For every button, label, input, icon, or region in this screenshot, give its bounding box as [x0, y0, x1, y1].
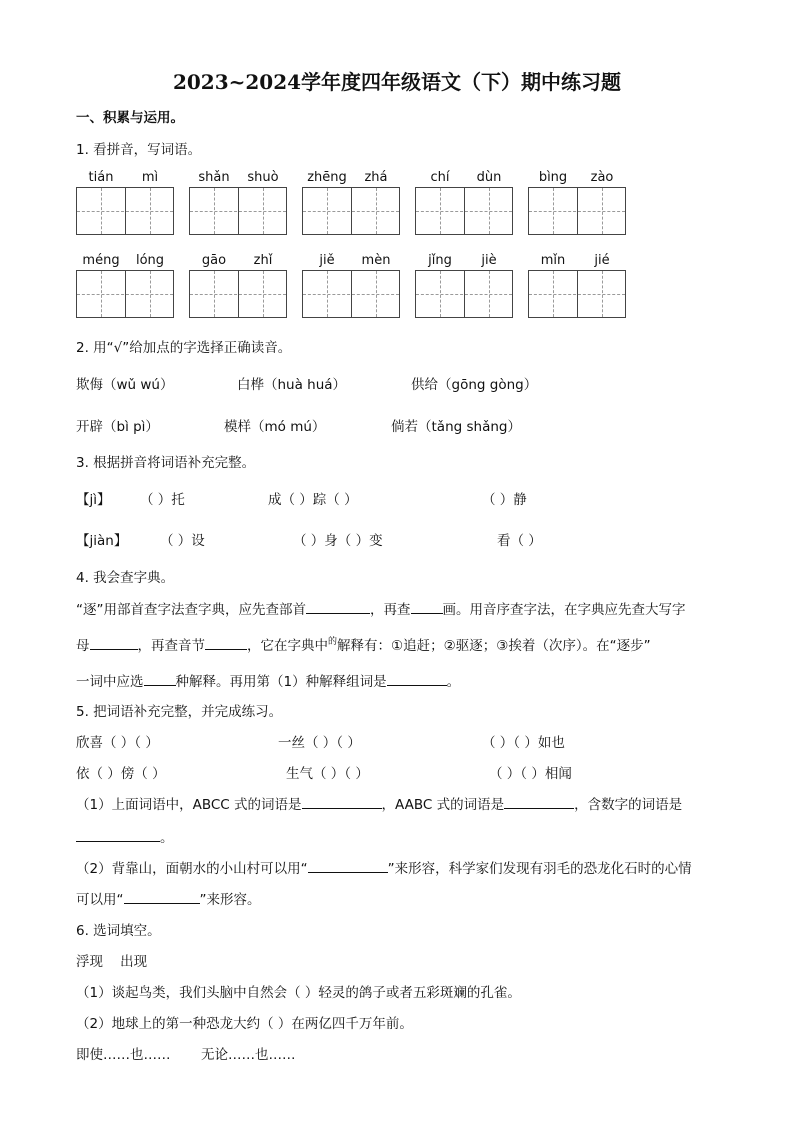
writing-grid[interactable] [76, 187, 174, 235]
writing-grid[interactable] [415, 187, 513, 235]
pinyin-syllable: jié [594, 253, 610, 268]
question-3-label: 3. 根据拼音将词语补充完整。 [76, 455, 256, 471]
grid-guide [529, 294, 625, 295]
grid-guide [303, 211, 399, 212]
fill-item: （ ）身（ ）变 [293, 533, 383, 549]
question-1-label: 1. 看拼音，写词语。 [76, 142, 202, 158]
pinyin-syllable: zào [590, 170, 614, 185]
pinyin-syllable: mèn [361, 253, 391, 268]
dictionary-line-2: 母 ，再查音节 ，它在字典中$^的$解释有：①追赶；②驱逐；③挨着（次序）。在“逐步” [76, 637, 651, 654]
writing-grid[interactable] [528, 270, 626, 318]
grid-guide [416, 211, 512, 212]
pinyin-syllable: chí [430, 170, 450, 185]
pronunciation-item: 开辟（bì pì） [76, 419, 159, 435]
section-heading: 一、积累与运用。 [76, 110, 184, 126]
pinyin-syllable: mì [141, 170, 159, 185]
idiom-item: 欣喜（ ）（ ） [76, 735, 159, 751]
question-6-label: 6. 选词填空。 [76, 923, 161, 939]
dictionary-line-3: 一词中应选 种解释。再用第（1）种解释组词是 。 [76, 670, 460, 690]
question-2-label: 2. 用“√”给加点的字选择正确读音。 [76, 340, 292, 356]
pinyin-syllable: zhēng [307, 170, 347, 185]
pronunciation-item: 白桦（huà huá） [237, 377, 347, 393]
idiom-item: 一丝（ ）（ ） [278, 735, 361, 751]
fill-item: （ ）托 [140, 492, 185, 508]
word-choices-2a: 即使……也…… [76, 1047, 171, 1063]
pinyin-syllable: mǐn [540, 253, 566, 268]
pinyin-syllable: zhǐ [253, 253, 273, 268]
answer-blank[interactable] [308, 858, 388, 873]
grid-guide [416, 294, 512, 295]
word-choices-2b: 无论……也…… [201, 1047, 296, 1063]
question-5-label: 5. 把词语补充完整，并完成练习。 [76, 704, 283, 720]
answer-blank[interactable] [504, 794, 574, 809]
fill-item: （ ）设 [160, 533, 205, 549]
idiom-item: 生气（ ）（ ） [286, 766, 369, 782]
answer-blank[interactable] [302, 794, 382, 809]
writing-grid[interactable] [528, 187, 626, 235]
fill-item: 成（ ）踪（ ） [268, 492, 358, 508]
answer-blank[interactable] [411, 599, 443, 614]
pinyin-syllable: zhá [364, 170, 388, 185]
answer-blank[interactable] [124, 889, 200, 904]
sentence-6-1: （1）谈起鸟类，我们头脑中自然会（ ）轻灵的鸽子或者五彩斑斓的孔雀。 [76, 985, 521, 1001]
pinyin-syllable: shǎn [198, 170, 230, 185]
pronunciation-item: 供给（gōng gòng） [411, 377, 538, 393]
writing-grid[interactable] [189, 187, 287, 235]
pinyin-syllable: jiě [319, 253, 335, 268]
writing-grid[interactable] [76, 270, 174, 318]
grid-guide [77, 211, 173, 212]
exercise-5-1-cont: 。 [76, 826, 174, 846]
answer-blank[interactable] [387, 671, 447, 686]
writing-grid[interactable] [302, 270, 400, 318]
answer-blank[interactable] [76, 827, 160, 842]
answer-blank[interactable] [306, 599, 370, 614]
word-choices-1: 浮现 出现 [76, 954, 148, 970]
pinyin-syllable: dùn [476, 170, 502, 185]
fill-item: （ ）静 [482, 492, 527, 508]
pinyin-syllable: jǐng [428, 253, 452, 268]
pronunciation-item: 欺侮（wǔ wú） [76, 377, 174, 393]
pinyin-syllable: bìng [538, 170, 568, 185]
pinyin-syllable: méng [82, 253, 120, 268]
pinyin-syllable: lóng [135, 253, 165, 268]
grid-guide [303, 294, 399, 295]
pronunciation-item: 模样（mó mú） [224, 419, 326, 435]
exercise-5-1: （1）上面词语中，ABCC 式的词语是 ，AABC 式的词语是 ，含数字的词语是 [76, 793, 682, 813]
question-4-label: 4. 我会查字典。 [76, 570, 175, 586]
pronunciation-item: 倘若（tǎng shǎng） [391, 419, 521, 435]
pinyin-tag-jian: 【jiàn】 [76, 533, 128, 549]
writing-grid[interactable] [302, 187, 400, 235]
dictionary-line-1: “逐”用部首查字法查字典，应先查部首 ，再查 画。用音序查字法，在字典应先查大写字 [76, 598, 686, 618]
grid-guide [190, 294, 286, 295]
fill-item: 看（ ） [497, 533, 542, 549]
writing-grid[interactable] [189, 270, 287, 318]
pinyin-syllable: gāo [201, 253, 227, 268]
pinyin-tag-ji: 【jì】 [76, 492, 111, 508]
writing-grid[interactable] [415, 270, 513, 318]
pinyin-syllable: shuò [247, 170, 279, 185]
exercise-5-2-cont: 可以用“ ”来形容。 [76, 888, 261, 908]
grid-guide [77, 294, 173, 295]
idiom-item: 依（ ）傍（ ） [76, 766, 166, 782]
sentence-6-2: （2）地球上的第一种恐龙大约（ ）在两亿四千万年前。 [76, 1016, 413, 1032]
grid-guide [529, 211, 625, 212]
page-title: 2023~2024学年度四年级语文（下）期中练习题 [172, 70, 622, 94]
pinyin-syllable: tián [88, 170, 114, 185]
pinyin-syllable: jiè [481, 253, 497, 268]
idiom-item: （ ）（ ）相闻 [489, 766, 572, 782]
grid-guide [190, 211, 286, 212]
answer-blank[interactable] [144, 671, 176, 686]
exercise-5-2: （2）背靠山，面朝水的小山村可以用“ ”来形容，科学家们发现有羽毛的恐龙化石时的心情 [76, 857, 692, 877]
idiom-item: （ ）（ ）如也 [482, 735, 565, 751]
answer-blank[interactable] [90, 635, 138, 650]
answer-blank[interactable] [205, 635, 247, 650]
